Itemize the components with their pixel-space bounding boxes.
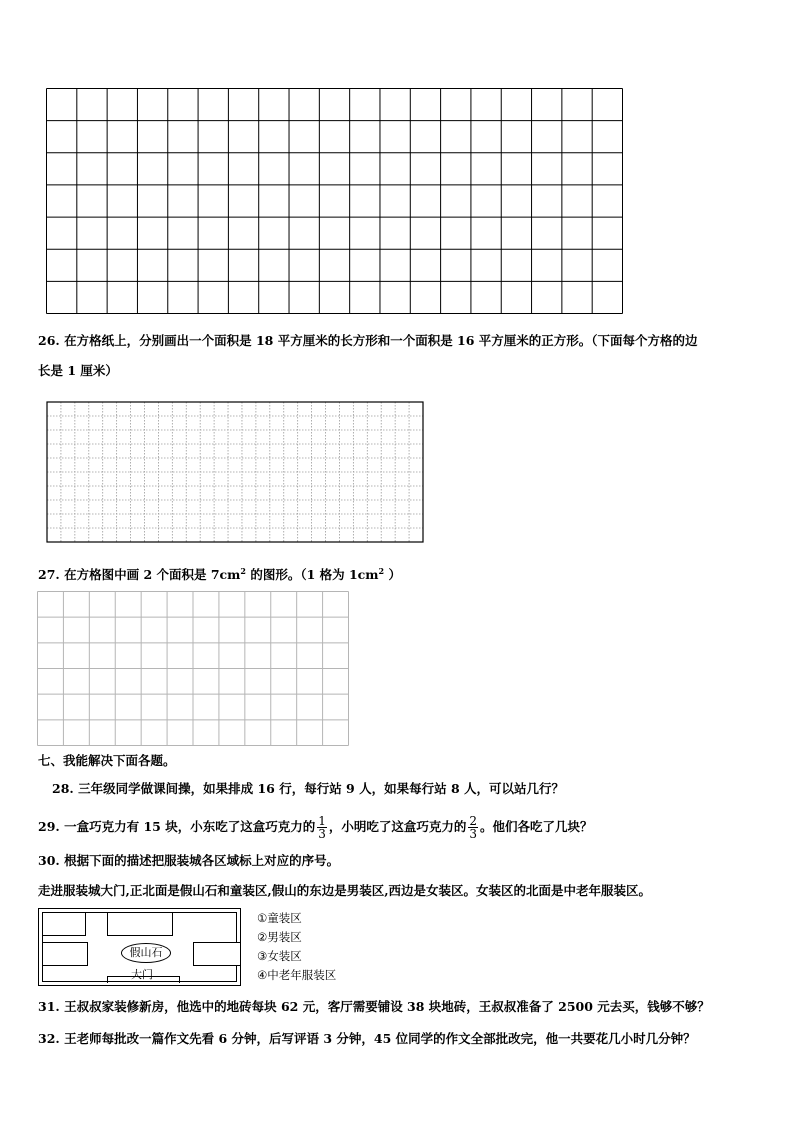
top-answer-grid (46, 88, 623, 314)
question-number: 26. (38, 333, 60, 348)
map-inner-frame (42, 912, 237, 982)
question-28 (52, 780, 564, 798)
fraction-two-thirds: $\frac{2}{3}$ (469, 814, 478, 841)
question-text: 三年级同学做课间操，如果排成 16 行，每行站 9 人，如果每行站 8 人，可以站几行？ (78, 781, 565, 796)
legend-item: ③女装区 (257, 949, 302, 963)
fraction-one-third: $\frac{1}{3}$ (318, 814, 326, 841)
map-gate-line-right (179, 976, 180, 983)
question-text: 在方格纸上，分别画出一个面积是 18 平方厘米的长方形和一个面积是 16 平方厘米的正方形。（下面每个方格的边 (64, 333, 698, 348)
map-box-left (42, 942, 88, 966)
question-number: 27. (38, 567, 60, 583)
question-29: 29. 一盒巧克力有 15 块，小东吃了这盒巧克力的 $\frac{1}{3}$ ，小明吃了这盒巧克力的 $\frac{2}{3}$ 。他们各吃了几块？ (38, 814, 593, 841)
question-30-description: 走进服装城大门,正北面是假山石和童装区,假山的东边是男装区,西边是女装区。女装区的北面是中老年服装区。 (38, 883, 652, 898)
map-gate-label: 大门 (131, 968, 153, 981)
legend-item: ②男装区 (257, 930, 302, 944)
question-number: 30. (38, 853, 60, 868)
question-text: 王老师每批改一篇作文先看 6 分钟，后写评语 3 分钟，45 位同学的作文全部批改完，他一共要花几小时几分钟？ (64, 1031, 696, 1046)
legend-item: ①童装区 (257, 911, 302, 925)
question-27 (38, 562, 401, 584)
map-gate-line (107, 976, 179, 977)
grid-border (47, 402, 423, 542)
section-heading: 七、我能解决下面各题。 (38, 753, 176, 768)
map-gate-line-left (107, 976, 108, 983)
question-number: 32. (38, 1031, 60, 1046)
question-30 (38, 852, 339, 870)
question-text: 根据下面的描述把服装城各区域标上对应的序号。 (64, 853, 340, 868)
q27-square-grid (37, 591, 350, 747)
question-31 (38, 998, 710, 1016)
question-number: 31. (38, 999, 60, 1014)
question-32 (38, 1030, 696, 1048)
question-text: 长是 1 厘米） (38, 363, 118, 378)
map-rockery: 假山石 (121, 943, 171, 963)
question-text: 王叔叔家装修新房，他选中的地砖每块 62 元，客厅需要铺设 38 块地砖，王叔叔准备了 2500 元去买，钱够不够？ (64, 999, 710, 1014)
map-box-right (193, 942, 241, 966)
question-text: 在方格图中画 2 个面积是 $7cm^2$ 的图形。（1 格为 $1cm^2$ ） (64, 566, 401, 583)
question-26 (38, 332, 698, 350)
q26-dotted-grid (46, 401, 424, 543)
map-legend (257, 909, 336, 985)
question-number: 29. (38, 819, 60, 834)
map-box-top-left (42, 912, 86, 936)
clothing-mall-map (38, 908, 241, 986)
question-26-continued (38, 362, 118, 380)
legend-item: ④中老年服装区 (257, 968, 337, 982)
map-box-top-center (107, 912, 173, 936)
question-number: 28. (52, 781, 74, 796)
